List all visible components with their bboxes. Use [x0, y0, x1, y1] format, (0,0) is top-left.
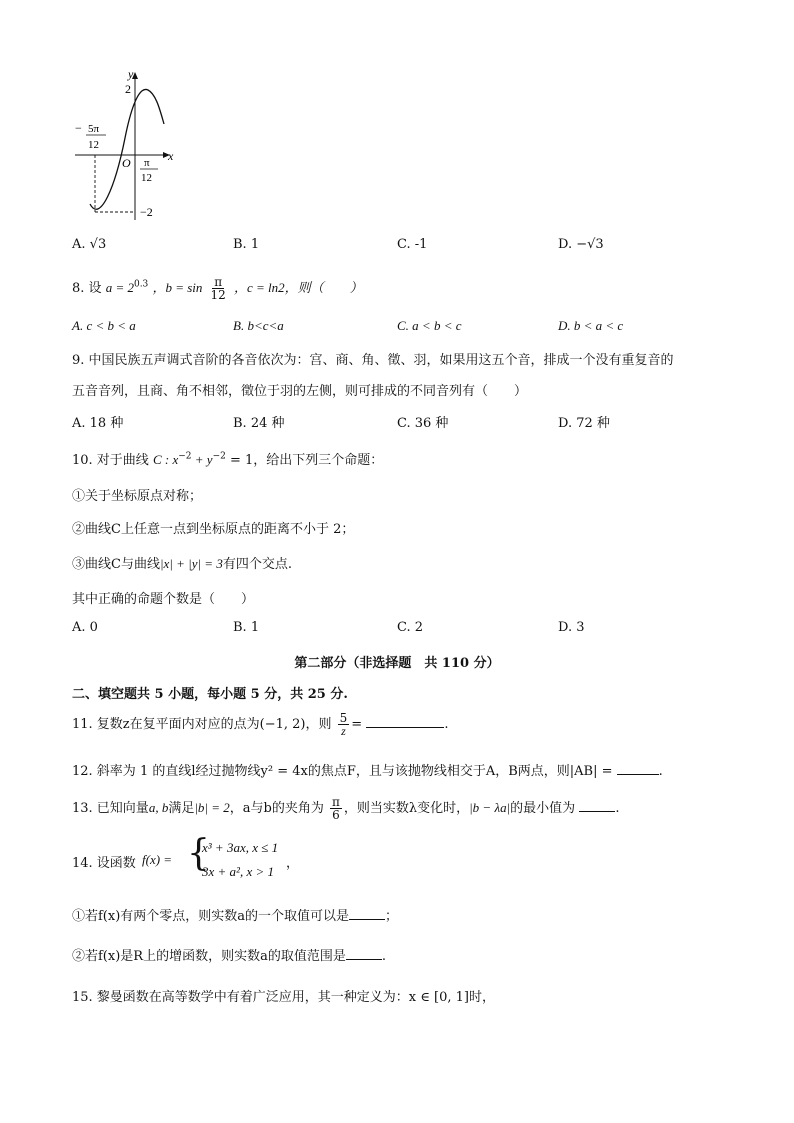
- q9-option-b[interactable]: B. 24 种: [233, 416, 285, 431]
- q13-answer-blank[interactable]: [579, 799, 615, 812]
- q13-end: .: [615, 801, 620, 816]
- q10-option-b[interactable]: B. 1: [233, 620, 260, 635]
- q7-option-d[interactable]: D. −√3: [558, 237, 604, 252]
- q10-proposition-1: ①关于坐标原点对称；: [72, 489, 203, 504]
- section2-title: 二、填空题共 5 小题，每小题 5 分，共 25 分.: [72, 687, 348, 702]
- x-axis-label: x: [168, 149, 174, 163]
- min-label: −2: [140, 205, 153, 219]
- q8-options: [72, 318, 732, 338]
- q7-option-a-value: √3: [89, 237, 107, 252]
- q10-p3-prefix: ③曲线C与曲线: [72, 557, 160, 572]
- q9-option-c[interactable]: C. 36 种: [397, 416, 449, 431]
- q8-a-expr: a = 2: [105, 280, 134, 295]
- q11: [72, 712, 448, 737]
- q14-statement-2: [72, 945, 386, 964]
- q8-b-den: 12: [210, 288, 226, 302]
- q12-answer-blank[interactable]: [617, 762, 659, 775]
- q14-s1-end: ；: [385, 909, 399, 924]
- q7-option-b[interactable]: B. 1: [233, 237, 260, 252]
- q10-proposition-3: [72, 553, 292, 572]
- q13-mid3: ，则当实数λ变化时，: [343, 801, 470, 816]
- q8-a-exponent: 0.3: [133, 279, 149, 290]
- q8-c-expr: ，c = ln2，则（ ）: [233, 280, 363, 295]
- right-tick-den: 12: [141, 172, 152, 184]
- q11-answer-blank[interactable]: [366, 715, 444, 728]
- q7-option-a[interactable]: [72, 237, 106, 252]
- q10-option-c[interactable]: C. 2: [397, 620, 424, 635]
- q8-option-b[interactable]: B. b<c<a: [233, 318, 284, 333]
- q10-exp1: −2: [178, 451, 192, 462]
- q10-option-a[interactable]: A. 0: [72, 620, 98, 635]
- q13-expr: |b − λa|: [469, 800, 511, 815]
- q14-statement-1: [72, 905, 398, 924]
- q11-point: (−1, 2): [259, 717, 306, 732]
- left-tick-den: 12: [88, 139, 99, 151]
- q13-fraction: [330, 796, 342, 821]
- q9-options: [72, 412, 732, 432]
- q7-options: [72, 237, 732, 257]
- q8-option-d[interactable]: D. b < a < c: [558, 318, 624, 333]
- q7-option-a-label: A.: [72, 237, 86, 252]
- q13-mid2: ，a与b的夹角为: [229, 801, 324, 816]
- q10-option-d[interactable]: D. 3: [558, 620, 585, 635]
- q14-s1-answer-blank[interactable]: [349, 907, 385, 920]
- q13-suffix: 的最小值为: [510, 801, 576, 816]
- q10-p3-abs: |x| + |y| = 3: [159, 556, 223, 571]
- q12: [72, 760, 663, 779]
- q10-options: [72, 620, 732, 640]
- left-tick-sign: −: [75, 121, 82, 135]
- q13: [72, 796, 619, 821]
- y-axis-label: y: [128, 68, 134, 81]
- q13-den: 6: [332, 808, 340, 822]
- part2-title: 第二部分（非选择题 共 110 分）: [294, 656, 500, 671]
- q14-case1: x³ + 3ax, x ≤ 1: [202, 840, 279, 855]
- q12-text: 12. 斜率为 1 的直线l经过抛物线y² = 4x的焦点F，且与该抛物线相交于A，B两点，则|AB| =: [72, 764, 613, 779]
- q14-brace: {: [187, 833, 210, 874]
- q13-vecs: a, b: [148, 800, 169, 815]
- q8-stem: [72, 276, 363, 301]
- q11-end: .: [444, 717, 449, 732]
- q11-fraction: [338, 712, 350, 737]
- q14-s2-end: .: [381, 949, 386, 964]
- q9-line2: 五音音列，且商、角不相邻，徵位于羽的左侧，则可排成的不同音列有（ ）: [72, 384, 528, 399]
- q10-mid: + y: [191, 452, 213, 467]
- q14-s1-text: ①若f(x)有两个零点，则实数a的一个取值可以是: [72, 909, 350, 924]
- max-label: 2: [125, 82, 131, 96]
- q14-prefix: 14. 设函数: [72, 856, 136, 871]
- q14-s2-text: ②若f(x)是R上的增函数，则实数a的取值范围是: [72, 949, 346, 964]
- q7-option-c[interactable]: C. -1: [397, 237, 428, 252]
- sine-curve: [90, 89, 164, 209]
- q14-case2: 3x + a², x > 1: [202, 864, 274, 879]
- q9-option-a[interactable]: A. 18 种: [72, 416, 124, 431]
- right-tick-num: π: [144, 157, 150, 169]
- q8-option-c[interactable]: C. a < b < c: [397, 318, 462, 333]
- q15: 15. 黎曼函数在高等数学中有着广泛应用，其一种定义为：x ∈ [0, 1]时，: [72, 990, 495, 1005]
- q10-suffix: = 1，给出下列三个命题：: [225, 453, 384, 468]
- function-graph: [70, 68, 190, 228]
- q12-end: .: [658, 764, 663, 779]
- q13-mid1: 满足: [168, 801, 195, 816]
- q10-proposition-2: ②曲线C上任意一点到坐标原点的距离不小于 2；: [72, 522, 355, 537]
- q13-cond: |b| = 2: [194, 800, 230, 815]
- q13-num: π: [331, 795, 340, 809]
- q8-prefix: 8. 设: [72, 281, 102, 296]
- q10-exp2: −2: [212, 451, 226, 462]
- q8-b-prefix: ，b = sin: [152, 280, 203, 295]
- left-tick-num: 5π: [88, 123, 100, 135]
- q11-den: z: [341, 724, 346, 738]
- q11-mid: ，则: [305, 717, 332, 732]
- q14-s2-answer-blank[interactable]: [346, 947, 382, 960]
- q8-b-fraction: [209, 276, 228, 301]
- q10-curve: C : x: [152, 452, 179, 467]
- q10-p3-suffix: 有四个交点.: [222, 557, 292, 572]
- q11-num: 5: [339, 711, 348, 725]
- q10-stem: [72, 449, 383, 468]
- q11-eq: =: [351, 717, 363, 732]
- q9-option-d[interactable]: D. 72 种: [558, 416, 610, 431]
- origin-label: O: [122, 156, 131, 170]
- q10-prefix: 10. 对于曲线: [72, 453, 149, 468]
- q8-b-num: π: [214, 275, 223, 289]
- q10-ask: 其中正确的命题个数是（ ）: [72, 592, 255, 607]
- q8-option-a[interactable]: A. c < b < a: [72, 318, 136, 333]
- q9-line1: 9. 中国民族五声调式音阶的各音依次为：宫、商、角、徵、羽，如果用这五个音，排成一个没有重复音的: [72, 353, 674, 368]
- q11-prefix: 11. 复数z在复平面内对应的点为: [72, 717, 260, 732]
- q13-prefix: 13. 已知向量: [72, 801, 149, 816]
- q14-comma: ，: [286, 856, 300, 871]
- q14-fx: f(x) =: [142, 852, 173, 867]
